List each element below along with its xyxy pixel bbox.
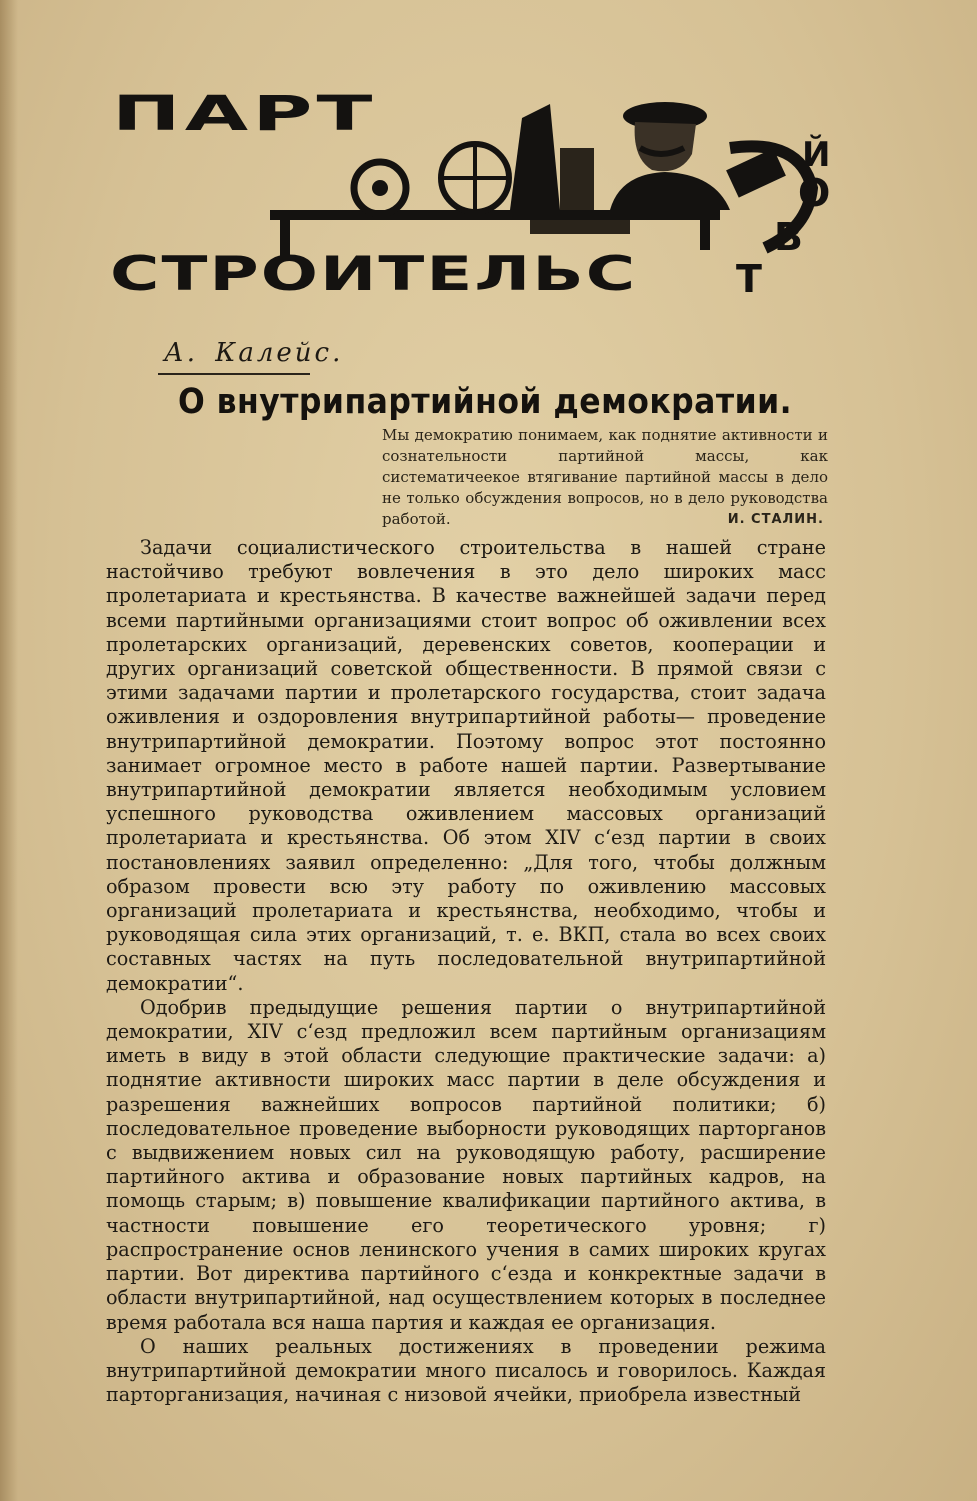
body-paragraph-3: О наших реальных достижениях в проведении режима внутрипартийной демократии много писалось и говорилось. Каждая парторганизация, начиная с низовой ячейки, приобрела известный bbox=[106, 1334, 826, 1407]
author-underline bbox=[158, 373, 310, 375]
banner-word-stroitelstvo: СТРОИТЕЛЬС bbox=[110, 246, 638, 302]
body-paragraph-1: Задачи социалистического строительства в нашей стране настойчиво требуют вовлечения в это дело широких масс пролетариата и крестьянства. В качестве важнейшей задачи перед всеми партийными организациями стоит вопрос об оживлении всех пролетарских организаций, деревенских советов, кооперации и других организаций советской общественности. В прямой связи с этими задачами партии и пролетарского государства, стоит задача оживления и оздоровления внутрипартийной работы— проведение внутрипартийной демократии. Поэтому вопрос этот постоянно занимает огромное место в работе нашей партии. Развертывание внутрипартийной демократии является необходимым условием успешного руководства оживлением массовых организаций пролетариата и крестьянства. Об этом XIV с‘езд партии в своих постановлениях заявил определенно: „Для того, чтобы должным образом провести всю эту работу по оживлению массовых организаций пролетариата и крестьянства, необходимо, чтобы и руководящая сила этих организаций, т. е. ВКП, стала во всех своих составных частях на путь последовательной внутрипартийной демократии“. bbox=[106, 536, 826, 995]
epigraph bbox=[382, 425, 828, 530]
worker-at-machine-illustration bbox=[260, 78, 820, 258]
epigraph-text: Мы демократию понимаем, как поднятие активности и сознательности партийной массы, как систематичеекое втягивание партийной массы в дело не только обсуждения вопросов, но в дело руководства работой. bbox=[382, 426, 828, 528]
banner-letter-o: О bbox=[798, 171, 831, 215]
article-author: А. Калейс. bbox=[164, 338, 344, 368]
banner-letter-v: В bbox=[774, 215, 803, 259]
banner-letter-i: Й bbox=[802, 135, 831, 175]
header-banner bbox=[110, 78, 830, 308]
body-paragraph-2: Одобрив предыдущие решения партии о внутрипартийной демократии, XIV с‘езд предложил всем партийным организациям иметь в виду в этой области следующие практические задачи: а) поднятие активности широких масс партии в деле обсуждения и разрешения важнейших вопросов партийной политики; б) последовательное проведение выборности руководящих парторганов с выдвижением новых сил на руководящую работу, расширение партийного актива и образование новых партийных кадров, на помощь старым; в) повышение квалификации партийного актива, в частности повышение его теоретического уровня; г) распространение основ ленинского учения в самих широких кругах партии. Вот директива партийного с‘езда и конкректные задачи в области внутрипартийной, над осуществлением которых в последнее время работала вся наша партия и каждая ее организация. bbox=[106, 995, 826, 1334]
banner-letter-t: Т bbox=[736, 257, 762, 301]
epigraph-author: И. СТАЛИН. bbox=[727, 512, 824, 527]
article-title: О внутрипартийной демократии. bbox=[178, 382, 793, 422]
page-edge-shadow bbox=[0, 0, 18, 1501]
banner-word-part: ПАРТ bbox=[112, 86, 377, 142]
article-body bbox=[106, 536, 826, 1407]
